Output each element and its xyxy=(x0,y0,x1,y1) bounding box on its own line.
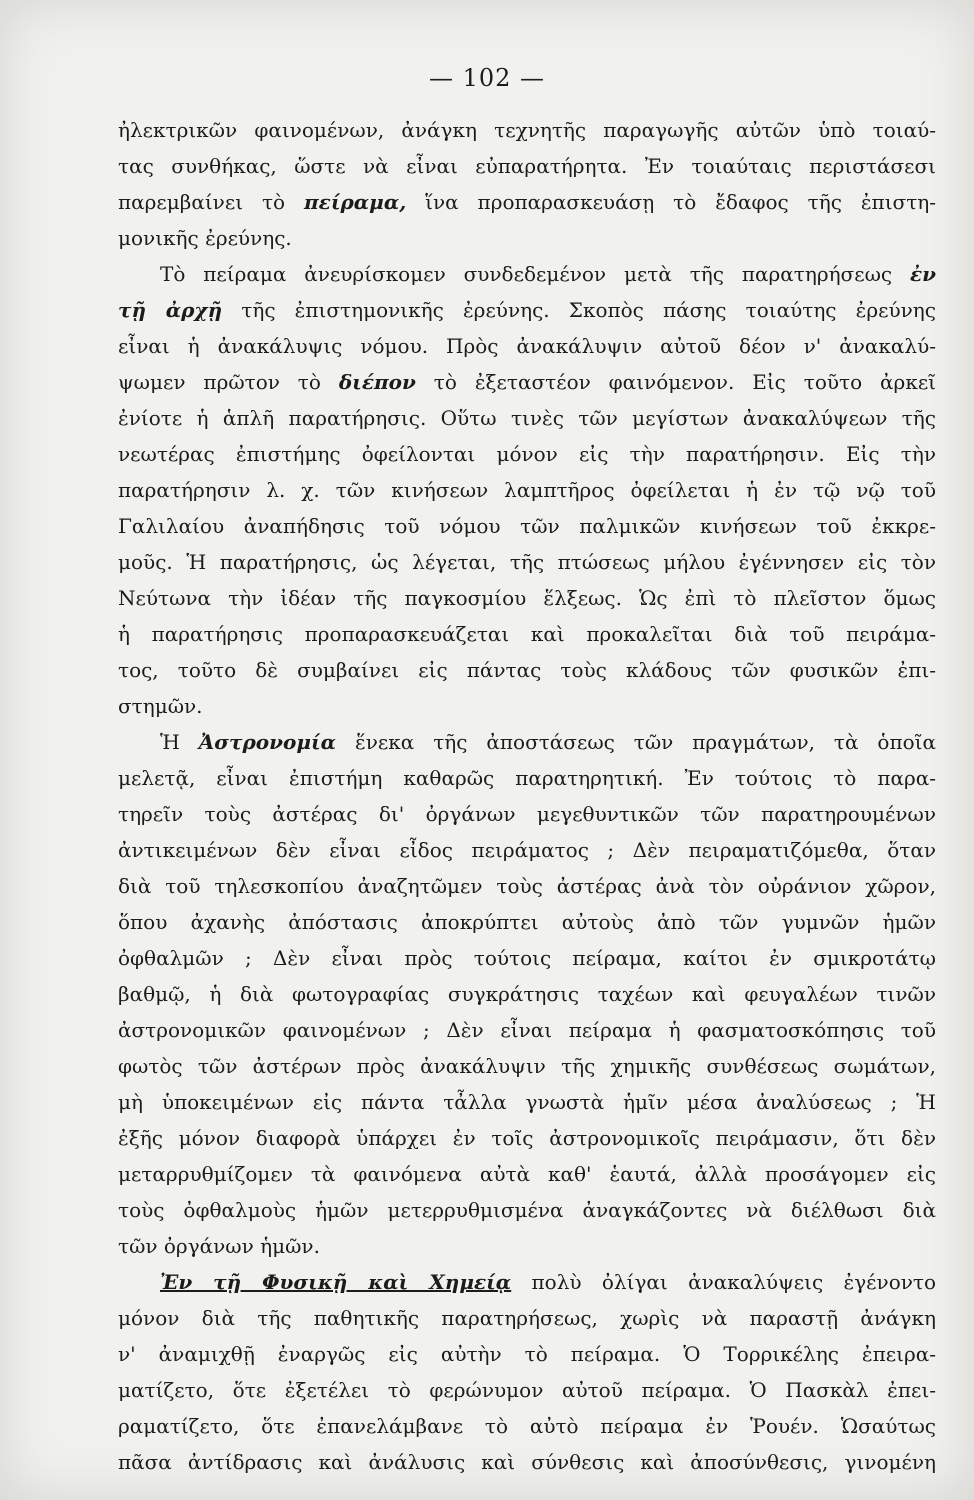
emphasized-term: ἐν xyxy=(909,262,936,286)
text-line: ἠλεκτρικῶν φαινομένων, ἀνάγκη τεχνητῆς παραγωγῆς αὐτῶν ὑπὸ τοιαύ- xyxy=(118,118,936,142)
text-fragment: Τὸ πείραμα ἀνευρίσκομεν συνδεδεμένον μετὰ τῆς παρατηρήσεως xyxy=(160,262,893,286)
text-line: ραματίζετο, ὅτε ἐπανελάμβανε τὸ αὐτὸ πείραμα ἐν Ῥουέν. Ὡσαύτως xyxy=(118,1414,936,1438)
text-line: μόνον διὰ τῆς παθητικῆς παρατηρήσεως, χωρὶς νὰ παραστῇ ἀνάγκη xyxy=(118,1306,936,1330)
text-line: ὀφθαλμῶν ; Δὲν εἶναι πρὸς τούτοις πείραμα, καίτοι ἐν σμικροτάτῳ xyxy=(118,946,936,970)
text-line: Γαλιλαίου ἀναπήδησις τοῦ νόμου τῶν παλμικῶν κινήσεων τοῦ ἐκκρε- xyxy=(118,514,936,538)
text-line: στημῶν. xyxy=(118,694,203,718)
text-line: ἐξῆς μόνον διαφορὰ ὑπάρχει ἐν τοῖς ἀστρονομικοῖς πειράμασιν, ὅτι δὲν xyxy=(118,1126,936,1150)
emphasized-term: διέπον xyxy=(338,370,416,394)
text-line xyxy=(118,184,936,220)
text-line xyxy=(118,724,936,760)
text-line: πᾶσα ἀντίδρασις καὶ ἀνάλυσις καὶ σύνθεσις καὶ ἀποσύνθεσις, γινομένη xyxy=(118,1450,936,1474)
text-line: παρατήρησιν λ. χ. τῶν κινήσεων λαμπτῆρος ὀφείλεται ἡ ἐν τῷ νῷ τοῦ xyxy=(118,478,936,502)
text-fragment: ψωμεν πρῶτον τὸ xyxy=(118,370,321,394)
text-line: μοῦς. Ἡ παρατήρησις, ὡς λέγεται, τῆς πτώσεως μήλου ἐγέννησεν εἰς τὸν xyxy=(118,550,936,574)
text-line: ἡ παρατήρησις προπαρασκευάζεται καὶ προκαλεῖται διὰ τοῦ πειράμα- xyxy=(118,622,936,646)
text-fragment: τῆς ἐπιστημονικῆς ἐρεύνης. Σκοπὸς πάσης τοιαύτης ἐρεύνης xyxy=(241,298,936,322)
text-line: ὅπου ἀχανὴς ἀπόστασις ἀποκρύπτει αὐτοὺς ἀπὸ τῶν γυμνῶν ἡμῶν xyxy=(118,910,936,934)
text-line: φωτὸς τῶν ἀστέρων πρὸς ἀνακάλυψιν τῆς χημικῆς συνθέσεως σωμάτων, xyxy=(118,1054,936,1078)
text-line: βαθμῷ, ἡ διὰ φωτογραφίας συγκράτησις ταχέων καὶ φευγαλέων τινῶν xyxy=(118,982,936,1006)
text-line: μονικῆς ἐρεύνης. xyxy=(118,226,292,250)
emphasized-term: πείραμα, xyxy=(304,190,407,214)
text-fragment: Ἡ xyxy=(160,730,180,754)
text-line: ἐνίοτε ἡ ἁπλῆ παρατήρησις. Οὕτω τινὲς τῶν μεγίστων ἀνακαλύψεων τῆς xyxy=(118,406,936,430)
text-line: διὰ τοῦ τηλεσκοπίου ἀναζητῶμεν τοὺς ἀστέρας ἀνὰ τὸν οὐράνιον χῶρον, xyxy=(118,874,936,898)
text-fragment: τὸ ἐξεταστέον φαινόμενον. Εἰς τοῦτο ἀρκεῖ xyxy=(433,370,936,394)
text-fragment: παρεμβαίνει τὸ xyxy=(118,190,286,214)
emphasized-term: τῇ ἀρχῇ xyxy=(118,298,223,322)
text-line: ἀντικειμένων δὲν εἶναι εἶδος πειράματος ; Δὲν πειραματιζόμεθα, ὅταν xyxy=(118,838,936,862)
text-line: μεταρρυθμίζομεν τὰ φαινόμενα αὐτὰ καθ' ἑαυτά, ἀλλὰ προσάγομεν εἰς xyxy=(118,1162,936,1186)
text-line: Νεύτωνα τὴν ἰδέαν τῆς παγκοσμίου ἕλξεως. Ὡς ἐπὶ τὸ πλεῖστον ὅμως xyxy=(118,586,936,610)
text-line: εἶναι ἡ ἀνακάλυψις νόμου. Πρὸς ἀνακάλυψιν αὐτοῦ δέον ν' ἀνακαλύ- xyxy=(118,334,936,358)
body-text xyxy=(118,112,936,1480)
emphasized-term: Ἀστρονομία xyxy=(198,730,337,754)
text-line: τῶν ὀργάνων ἡμῶν. xyxy=(118,1234,320,1258)
text-line: τας συνθήκας, ὥστε νὰ εἶναι εὐπαρατήρητα. Ἐν τοιαύταις περιστάσεσι xyxy=(118,154,936,178)
page-number: — 102 — xyxy=(428,64,546,92)
text-line xyxy=(118,364,936,400)
text-line: ματίζετο, ὅτε ἐξετέλει τὸ φερώνυμον αὐτοῦ πείραμα. Ὁ Πασκὰλ ἐπει- xyxy=(118,1378,936,1402)
text-line xyxy=(118,1264,936,1300)
text-line: μὴ ὑποκειμένων εἰς πάντα τἆλλα γνωστὰ ἡμῖν μέσα ἀναλύσεως ; Ἡ xyxy=(118,1090,936,1114)
text-line: ἀστρονομικῶν φαινομένων ; Δὲν εἶναι πείραμα ἡ φασματοσκόπησις τοῦ xyxy=(118,1018,936,1042)
emphasized-term: Ἐν τῇ Φυσικῇ καὶ Χημείᾳ xyxy=(160,1270,512,1294)
text-line xyxy=(118,256,936,292)
text-fragment: πολὺ ὀλίγαι ἀνακαλύψεις ἐγένοντο xyxy=(531,1270,936,1294)
text-line: μελετᾷ, εἶναι ἐπιστήμη καθαρῶς παρατηρητική. Ἐν τούτοις τὸ παρα- xyxy=(118,766,936,790)
text-line: τος, τοῦτο δὲ συμβαίνει εἰς πάντας τοὺς κλάδους τῶν φυσικῶν ἐπι- xyxy=(118,658,936,682)
text-line: νεωτέρας ἐπιστήμης ὀφείλονται μόνον εἰς τὴν παρατήρησιν. Εἰς τὴν xyxy=(118,442,936,466)
text-line: τηρεῖν τοὺς ἀστέρας δι' ὀργάνων μεγεθυντικῶν τῶν παρατηρουμένων xyxy=(118,802,936,826)
text-fragment: ἵνα προπαρασκευάσῃ τὸ ἔδαφος τῆς ἐπιστη- xyxy=(425,190,936,214)
text-line xyxy=(118,292,936,328)
text-fragment: ἕνεκα τῆς ἀποστάσεως τῶν πραγμάτων, τὰ ὁποῖα xyxy=(355,730,936,754)
text-line: ν' ἀναμιχθῇ ἐναργῶς εἰς αὐτὴν τὸ πείραμα. Ὁ Τορρικέλης ἐπειρα- xyxy=(118,1342,936,1366)
text-line: τοὺς ὀφθαλμοὺς ἡμῶν μετερρυθμισμένα ἀναγκάζοντες νὰ διέλθωσι διὰ xyxy=(118,1198,936,1222)
